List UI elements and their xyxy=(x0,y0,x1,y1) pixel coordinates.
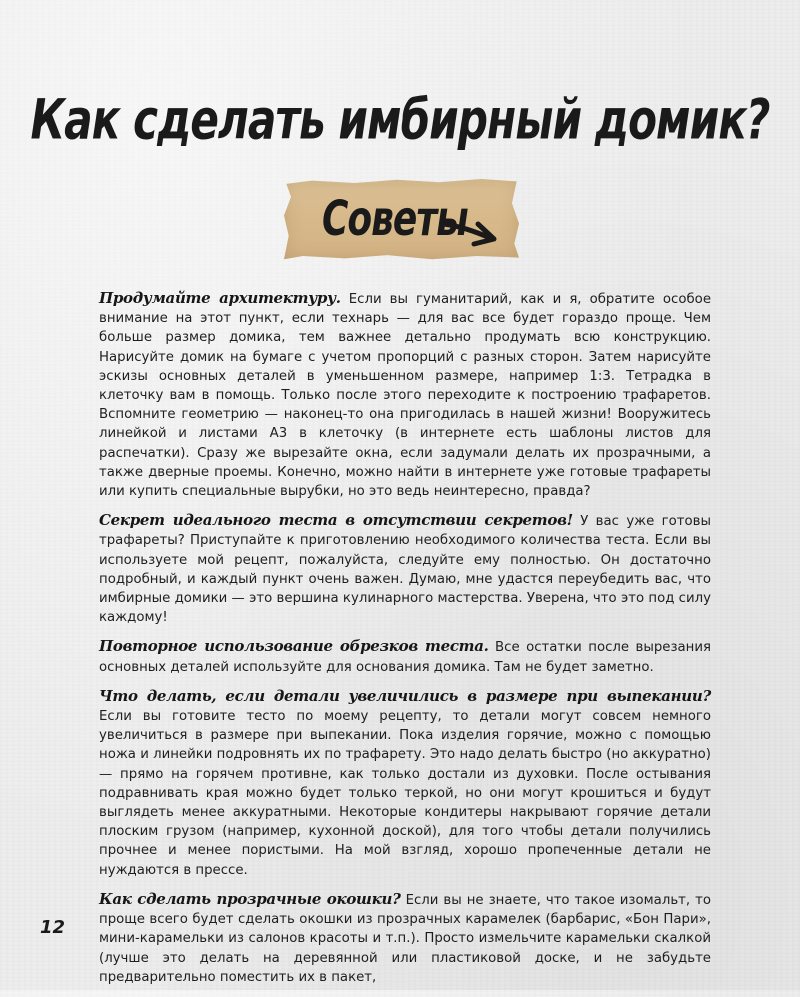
tip-paragraph xyxy=(99,511,711,627)
tip-paragraph xyxy=(99,687,711,880)
tip-text: Если вы готовите тесто по моему рецепту, то детали могут совсем немного увеличиться в размере при выпекании. Пока изделия горячие, можно с помощью ножа и линейки подровнять их по трафарету. Это надо делать быстро (но аккуратно) — прямо на горячем противне, как только достали из духовки. После остывания подравнивать края можно будет только теркой, но они могут крошиться и будут выглядеть менее аккуратными. Некоторые кондитеры накрывают горячие детали плоским грузом (например, кухонной доской), для того чтобы детали получились прочнее и менее пористыми. На мой взгляд, хорошо пропеченные детали не нуждаются в прессе. xyxy=(99,709,711,878)
tips-content xyxy=(99,289,711,997)
tip-text: Если вы не знаете, что такое изомальт, то проще всего будет сделать окошки из прозрачных карамелек (барбарис, «Бон Пари», мини-карамельки из салонов красоты и т.п.). Просто измельчите карамельки скалкой (лучше это делать на деревянной или пластиковой доске, и не забудьте предварительно поместить их в пакет, xyxy=(99,892,711,985)
tip-heading: Как сделать прозрачные окошки? xyxy=(99,889,401,908)
tip-paragraph xyxy=(99,890,711,987)
tip-heading: Продумайте архитектуру. xyxy=(99,289,341,307)
page-number: 12 xyxy=(40,917,66,938)
page-title: Как сделать имбирный домик? xyxy=(30,88,770,153)
arrow-right-icon xyxy=(440,206,500,250)
tip-heading: Секрет идеального теста в отсутствии секретов! xyxy=(99,511,573,530)
tip-text: Если вы гуманитарий, как и я, обратите особое внимание на этот пункт, если технарь — для вас все будет гораздо проще. Чем больше размер домика, тем важнее детально продумать всю конструкцию. Нарисуйте домик на бумаге с учетом пропорций с разных сторон. Затем нарисуйте эскизы основных деталей в уменьшенном размере, например 1:3. Тетрадка в клеточку вам в помощь. Только после этого переходите к построению трафаретов. Вспомните геометрию — наконец-то она пригодилась в нашей жизни! Вооружитесь линейкой и листами А3 в клеточку (в интернете есть шаблоны листов для распечатки). Сразу же вырезайте окна, если задумали делать их прозрачными, а также дверные проемы. Конечно, можно найти в интернете уже готовые трафареты или купить специальные вырубки, но это ведь неинтересно, правда? xyxy=(99,292,711,500)
tips-label: Советы xyxy=(322,192,468,248)
tip-paragraph xyxy=(99,637,711,676)
tip-text: Все остатки после вырезания основных деталей используйте для основания домика. Там не будет заметно. xyxy=(99,640,712,675)
tip-heading: Повторное использование обрезков теста. xyxy=(99,637,489,656)
tip-heading: Что делать, если детали увеличились в размере при выпекании? xyxy=(99,686,711,705)
tip-paragraph xyxy=(99,289,711,501)
tip-text: У вас уже готовы трафареты? Приступайте к приготовлению необходимого количества теста. Если вы используете мой рецепт, пожалуйста, следуйте ему полностью. Он достаточно подробный, и каждый пункт очень важен. Думаю, мне удастся переубедить вас, что имбирные домики — это вершина кулинарного мастерства. Уверена, что это под силу каждому! xyxy=(99,514,712,626)
